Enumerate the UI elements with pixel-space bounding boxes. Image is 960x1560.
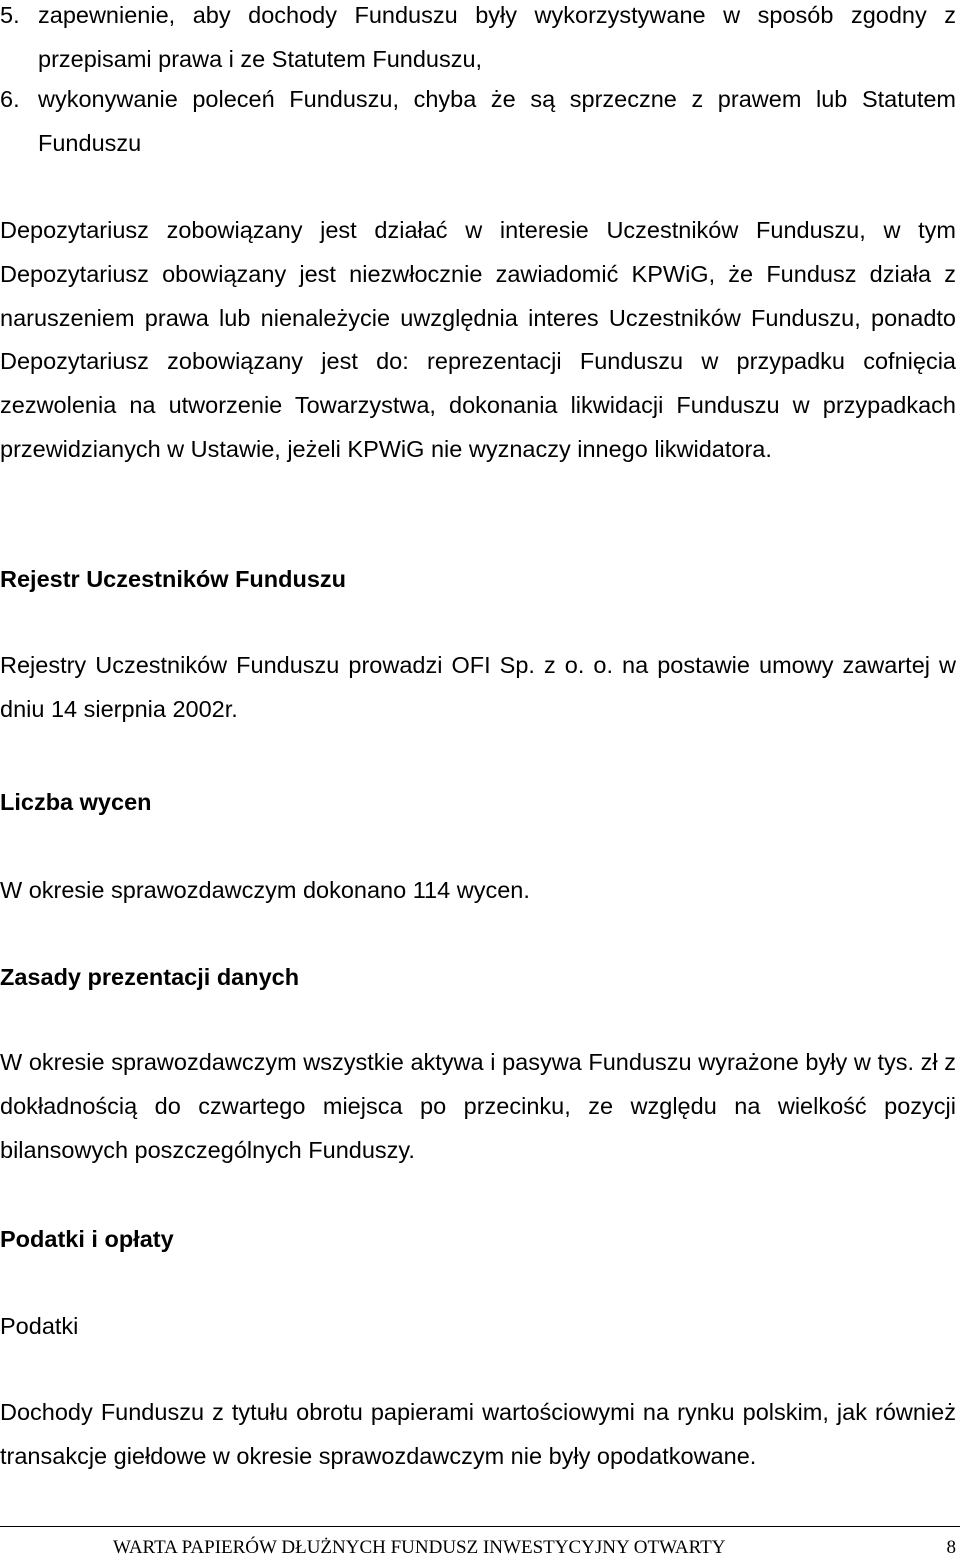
footer-title: WARTA PAPIERÓW DŁUŻNYCH FUNDUSZ INWESTYCYJNY OTWARTY [113, 1537, 726, 1558]
heading-podatki-i-oplaty: Podatki i opłaty [0, 1226, 174, 1252]
paragraph-podatki: Dochody Funduszu z tytułu obrotu papierami wartościowymi na rynku polskim, jak również transakcje giełdowe w okresie sprawozdawczym nie były opodatkowane. [0, 1399, 956, 1469]
list-item-6 [0, 78, 956, 165]
paragraph-wyceny: W okresie sprawozdawczym dokonano 114 wycen. [0, 877, 530, 903]
list-item-5 [0, 0, 956, 81]
paragraph-depozytariusz: Depozytariusz zobowiązany jest działać w interesie Uczestników Funduszu, w tym Depozytariusz obowiązany jest niezwłocznie zawiadomić KPWiG, że Fundusz działa z naruszeniem prawa lub nienależycie uwzględnia interes Uczestników Funduszu, ponadto Depozytariusz zobowiązany jest do: reprezentacji Funduszu w przypadku cofnięcia zezwolenia na utworzenie Towarzystwa, dokonania likwidacji Funduszu w przypadkach przewidzianych w Ustawie, jeżeli KPWiG nie wyznaczy innego likwidatora. [0, 217, 956, 462]
list-item-text: zapewnienie, aby dochody Funduszu były wykorzystywane w sposób zgodny z przepisami prawa i ze Statutem Funduszu, [38, 2, 956, 72]
list-item-text: wykonywanie poleceń Funduszu, chyba że są sprzeczne z prawem lub Statutem Funduszu [38, 86, 956, 156]
page-number: 8 [946, 1537, 956, 1558]
heading-rejestr: Rejestr Uczestników Funduszu [0, 566, 347, 592]
footer-divider [0, 1526, 960, 1527]
list-item-number: 6. [0, 86, 20, 112]
list-item-number: 5. [0, 2, 20, 28]
paragraph-zasady: W okresie sprawozdawczym wszystkie aktywa i pasywa Funduszu wyrażone były w tys. zł z dokładnością do czwartego miejsca po przecinku, ze względu na wielkość pozycji bilansowych poszczególnych Funduszy. [0, 1049, 956, 1163]
heading-zasady: Zasady prezentacji danych [0, 964, 300, 990]
paragraph-rejestr: Rejestry Uczestników Funduszu prowadzi OFI Sp. z o. o. na postawie umowy zawartej w dniu 14 sierpnia 2002r. [0, 652, 956, 722]
heading-wyceny: Liczba wycen [0, 789, 152, 815]
page-footer [0, 1526, 960, 1559]
subheading-podatki: Podatki [0, 1313, 79, 1339]
